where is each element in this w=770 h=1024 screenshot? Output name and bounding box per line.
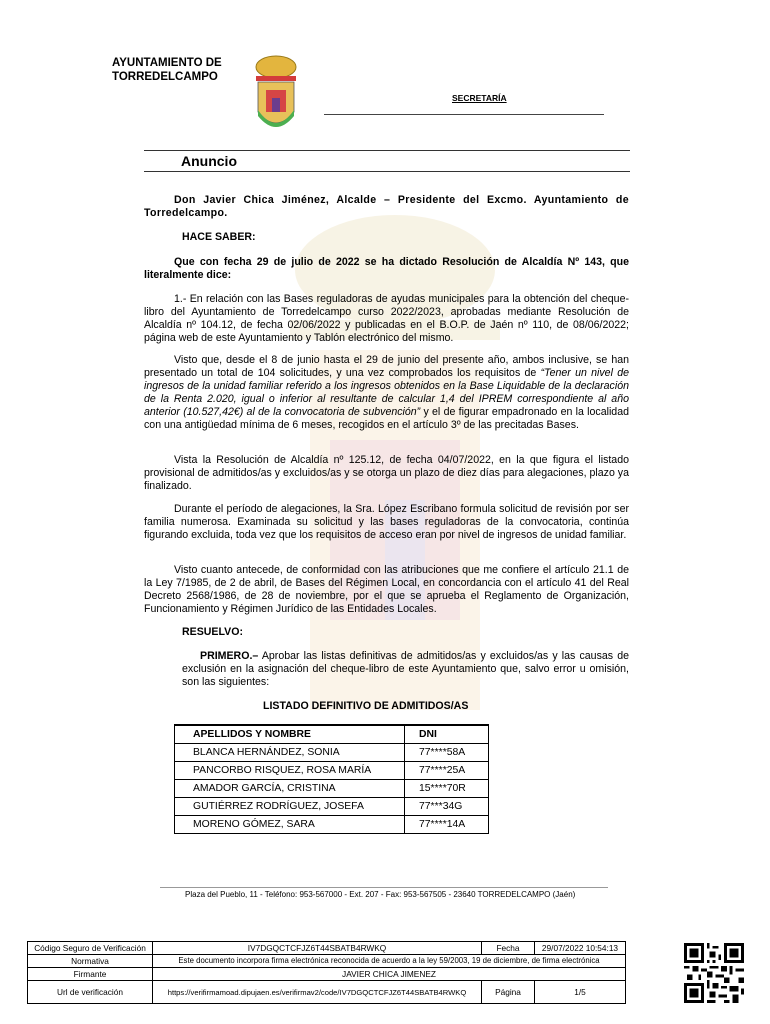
paragraph-2: Visto que, desde el 8 de junio hasta el 29 de junio del presente año, ambos inclusive, se han presentado un total de 104 solicitudes, y una vez comprobados los requisitos de “Tener un nivel de ingresos de la unidad familiar referido a los ingresos obtenidos en la Base Liquidable de la declaración de la Renta 2.020, igual o inferior al resultante de calcular 1,4 del IPREM correspondiente al año anterior (10.527,42€) al de la convocatoria de subvención” y el de figurar empadronado en la localidad con una antigüedad mínima de 6 meses, recogidos en el artículo 3º de las precitadas Bases. — [144, 354, 629, 431]
coat-of-arms-icon — [252, 54, 300, 134]
footer-divider — [160, 887, 608, 888]
table-row — [175, 780, 489, 798]
paragraph-5: Visto cuanto antecede, de conformidad con las atribuciones que me confiere el artículo 21.1 de la Ley 7/1985, de 2 de abril, de Bases del Régimen Local, en concordancia con el artículo 41 del Real Decreto 2568/1986, de 28 de noviembre, por el que se aprueba el Reglamento de Organización, Funcionamiento y Régimen Jurídico de las Entidades Locales. — [144, 564, 629, 615]
footer-address: Plaza del Pueblo, 11 - Teléfono: 953-567000 - Ext. 207 - Fax: 953-567505 - 23640 TORREDELCAMPO (Jaén) — [185, 890, 576, 899]
hace-saber-heading: HACE SABER: — [182, 231, 256, 243]
url-value[interactable]: https://verifirmamoad.dipujaen.es/verifirmav2/code/IV7DGQCTCFJZ6T44SBATB4RWKQ — [153, 981, 482, 1004]
paragraph-1: 1.- En relación con las Bases reguladoras de ayudas municipales para la obtención del cheque-libro del Ayuntamiento de Torredelcampo curso 2022/2023, aprobadas mediante Resolución de Alcaldía nº 104.12, de fecha 02/06/2022 y publicadas en el B.O.P. de Jaén nº 110, de 08/06/2022; página web de este Ayuntamiento y Tablón electrónico del mismo. — [144, 293, 629, 344]
pagina-value: 1/5 — [535, 981, 626, 1004]
column-header-name: APELLIDOS Y NOMBRE — [175, 725, 405, 744]
verification-table — [27, 941, 626, 1004]
row-name: PANCORBO RISQUEZ, ROSA MARÍA — [175, 762, 405, 780]
row-dni: 15****70R — [405, 780, 489, 798]
verification-row — [28, 968, 626, 981]
row-dni: 77***34G — [405, 798, 489, 816]
row-dni: 77****25A — [405, 762, 489, 780]
page-title: Anuncio — [181, 153, 237, 169]
listado-title: LISTADO DEFINITIVO DE ADMITIDOS/AS — [263, 700, 469, 712]
paragraph-3: Vista la Resolución de Alcaldía nº 125.12, de fecha 04/07/2022, en la que figura el listado provisional de admitidos/as y excluidos/as y se otorga un plazo de diez días para alegaciones, plazo ya finalizado. — [144, 454, 629, 492]
pagina-label: Página — [482, 981, 535, 1004]
primero-paragraph: PRIMERO.– Aprobar las listas definitivas de admitidos/as y excluidos/as y las causas de exclusión en la asignación del cheque-libro de este Ayuntamiento que, salvo error u omisión, son las siguientes: — [182, 650, 629, 688]
firmante-value: JAVIER CHICA JIMENEZ — [153, 968, 626, 981]
row-name: GUTIÉRREZ RODRÍGUEZ, JOSEFA — [175, 798, 405, 816]
row-name: MORENO GÓMEZ, SARA — [175, 816, 405, 834]
resuelvo-heading: RESUELVO: — [182, 626, 244, 638]
table-row — [175, 798, 489, 816]
row-name: BLANCA HERNÁNDEZ, SONIA — [175, 744, 405, 762]
row-dni: 77****14A — [405, 816, 489, 834]
column-header-dni: DNI — [405, 725, 489, 744]
admitidos-table — [174, 724, 489, 834]
table-row — [175, 816, 489, 834]
firmante-label: Firmante — [28, 968, 153, 981]
title-rule-bottom — [144, 171, 630, 172]
title-rule-top — [144, 150, 630, 151]
row-name: AMADOR GARCÍA, CRISTINA — [175, 780, 405, 798]
csv-label: Código Seguro de Verificación — [28, 942, 153, 955]
normativa-value: Este documento incorpora firma electrónica reconocida de acuerdo a la ley 59/2003, 19 de diciembre, de firma electrónica — [153, 955, 626, 968]
fecha-value: 29/07/2022 10:54:13 — [535, 942, 626, 955]
intro-paragraph: Don Javier Chica Jiménez, Alcalde – Presidente del Excmo. Ayuntamiento de Torredelcampo. — [144, 194, 629, 219]
normativa-label: Normativa — [28, 955, 153, 968]
verification-row — [28, 981, 626, 1004]
url-label: Url de verificación — [28, 981, 153, 1004]
header-divider — [324, 114, 604, 115]
organization-name: AYUNTAMIENTO DE TORREDELCAMPO — [112, 57, 222, 83]
verification-row — [28, 942, 626, 955]
resolution-intro: Que con fecha 29 de julio de 2022 se ha dictado Resolución de Alcaldía Nº 143, que literalmente dice: — [144, 256, 629, 281]
verification-row — [28, 955, 626, 968]
csv-value: IV7DGQCTCFJZ6T44SBATB4RWKQ — [153, 942, 482, 955]
table-header-row — [175, 725, 489, 744]
department-label: SECRETARÍA — [452, 93, 507, 103]
row-dni: 77****58A — [405, 744, 489, 762]
qr-code-icon — [684, 943, 744, 1003]
table-row — [175, 744, 489, 762]
table-row — [175, 762, 489, 780]
fecha-label: Fecha — [482, 942, 535, 955]
paragraph-4: Durante el período de alegaciones, la Sra. López Escribano formula solicitud de revisión por ser familia numerosa. Examinada su solicitud y las bases reguladoras de la convocatoria, continúa figurando excluida, toda vez que los requisitos de acceso eran por nivel de ingresos de unidad familiar. — [144, 503, 629, 541]
